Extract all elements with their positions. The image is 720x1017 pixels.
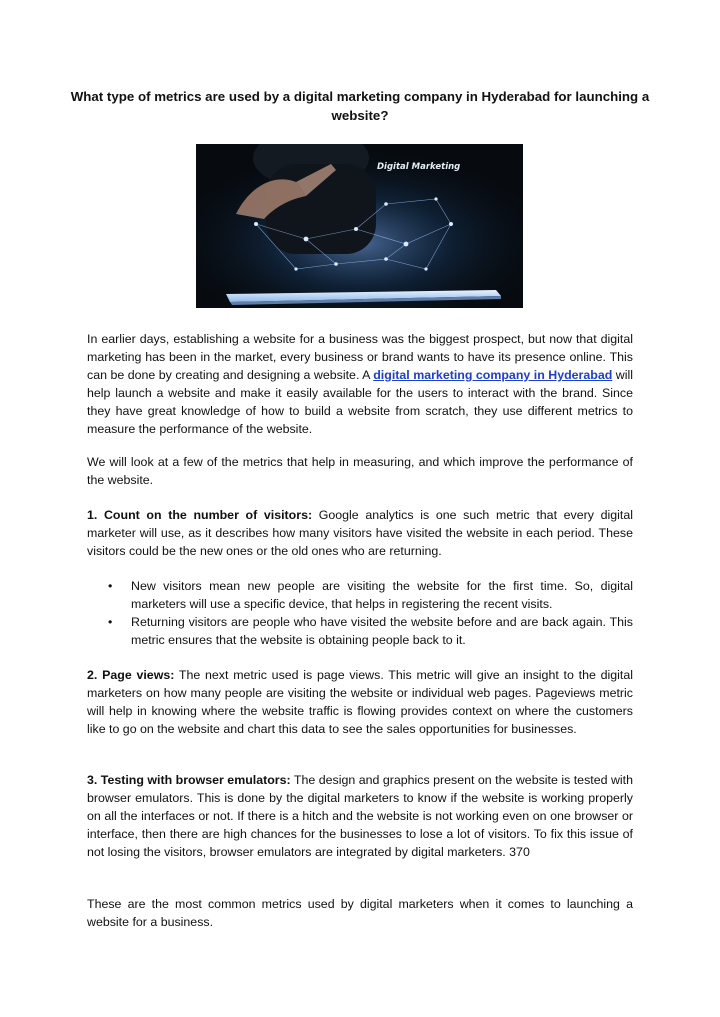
hero-image — [196, 144, 523, 308]
intro-text-end: will help launch a website and make it easily available for the users to interact with the brand. Since they have great knowledge of how to build a website from scratch, they use different metrics to measure the performance of the website. — [87, 368, 633, 436]
list-item-text: Returning visitors are people who have visited the website before and are back again. This metric ensures that the website is obtaining people back to it. — [131, 615, 633, 647]
bullet-icon: • — [108, 579, 113, 593]
section-browser-emulators-text: The design and graphics present on the website is tested with browser emulators. This is done by the digital marketers to know if the website is working properly on all the interfaces or not. If there is a hitch and the website is not working even on one browser or interface, then there are high chances for the businesses to lose a lot of visitors. To fix this issue of not losing the visitors, browser emulators are integrated by digital marketers. 370 — [87, 773, 633, 859]
section-browser-emulators-heading: 3. Testing with browser emulators: — [87, 773, 291, 787]
section-page-views-heading: 2. Page views: — [87, 668, 175, 682]
digital-marketing-illustration — [196, 144, 523, 308]
section-page-views-text: The next metric used is page views. This metric will give an insight to the digital marketers on how many people are visiting the website or individual web pages. Pageviews metric will help in knowing where the website traffic is flowing provides context on where the customers like to go on the website and chart this data to see the sales opportunities for businesses. — [87, 668, 634, 736]
hero-caption: Digital Marketing — [377, 162, 461, 172]
section-visitors — [87, 506, 633, 560]
list-item — [87, 577, 633, 613]
bullet-icon: • — [108, 615, 113, 629]
section-browser-emulators — [87, 771, 633, 861]
conclusion-paragraph: These are the most common metrics used by digital marketers when it comes to launching a website for a business. — [87, 897, 633, 929]
list-item — [87, 613, 633, 649]
section-page-views — [87, 666, 633, 738]
intro-text-start: In earlier days, establishing a website for a business was the biggest prospect, but now that digital marketing has been in the market, every business or brand wants to have its presence online. This can be done by creating and designing a website. A — [87, 332, 633, 382]
list-item-text: New visitors mean new people are visiting the website for the first time. So, digital marketers will use a specific device, that helps in registering the recent visits. — [131, 579, 633, 611]
intro-paragraph — [87, 330, 633, 438]
company-link[interactable]: digital marketing company in Hyderabad — [373, 368, 613, 382]
section-visitors-text: Google analytics is one such metric that every digital marketer will use, as it describes how many visitors have visited the website in each period. These visitors could be the new ones or the old ones who are returning. — [87, 508, 633, 558]
section-visitors-heading: 1. Count on the number of visitors: — [87, 508, 313, 522]
overview-paragraph: We will look at a few of the metrics that help in measuring, and which improve the performance of the website. — [87, 455, 633, 487]
visitor-types-list — [87, 577, 633, 649]
page-title: What type of metrics are used by a digital marketing company in Hyderabad for launching a website? — [70, 89, 650, 123]
